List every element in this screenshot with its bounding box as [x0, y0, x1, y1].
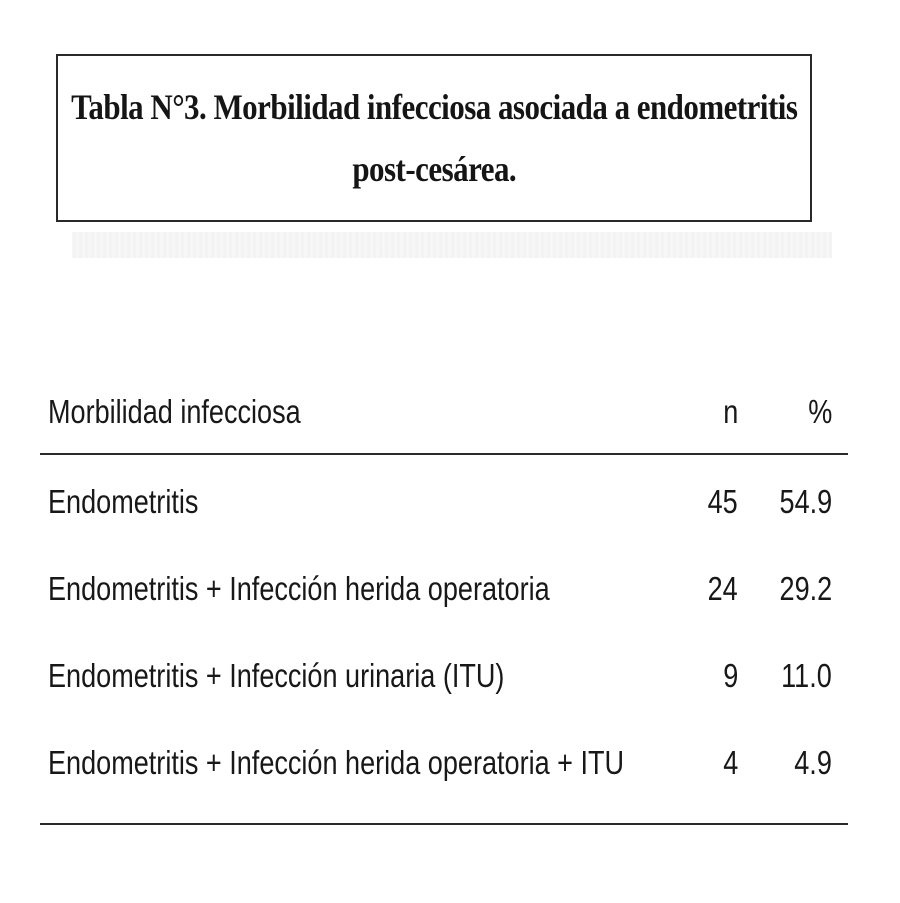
- row-n: 9: [722, 657, 738, 694]
- footer-rule: [40, 823, 848, 825]
- table-row: [40, 475, 848, 529]
- table-title-line-1: Tabla N°3. Morbilidad infecciosa asociada a endometritis: [70, 87, 798, 127]
- header-percent: %: [807, 393, 832, 430]
- row-n: 45: [707, 483, 738, 520]
- row-percent: 11.0: [781, 657, 832, 694]
- table-row: [40, 649, 848, 703]
- row-label: Endometritis + Infección urinaria (ITU): [48, 657, 505, 694]
- row-n: 24: [707, 570, 738, 607]
- row-label: Endometritis + Infección herida operatoria: [48, 570, 550, 607]
- row-percent: 29.2: [779, 570, 832, 607]
- morbidity-table: [40, 385, 848, 825]
- header-n: n: [722, 393, 738, 430]
- table-title-line-2: post-cesárea.: [352, 149, 516, 189]
- row-percent: 4.9: [794, 744, 832, 781]
- table-row: [40, 736, 848, 790]
- row-label: Endometritis: [48, 483, 199, 520]
- table-header-row: [40, 385, 848, 439]
- row-n: 4: [722, 744, 738, 781]
- table-row: [40, 562, 848, 616]
- header-rule: [40, 453, 848, 455]
- row-percent: 54.9: [779, 483, 832, 520]
- scan-shadow: [72, 232, 832, 258]
- row-label: Endometritis + Infección herida operatoria + ITU: [48, 744, 625, 781]
- table-title-box: [56, 54, 812, 222]
- header-label: Morbilidad infecciosa: [48, 393, 301, 430]
